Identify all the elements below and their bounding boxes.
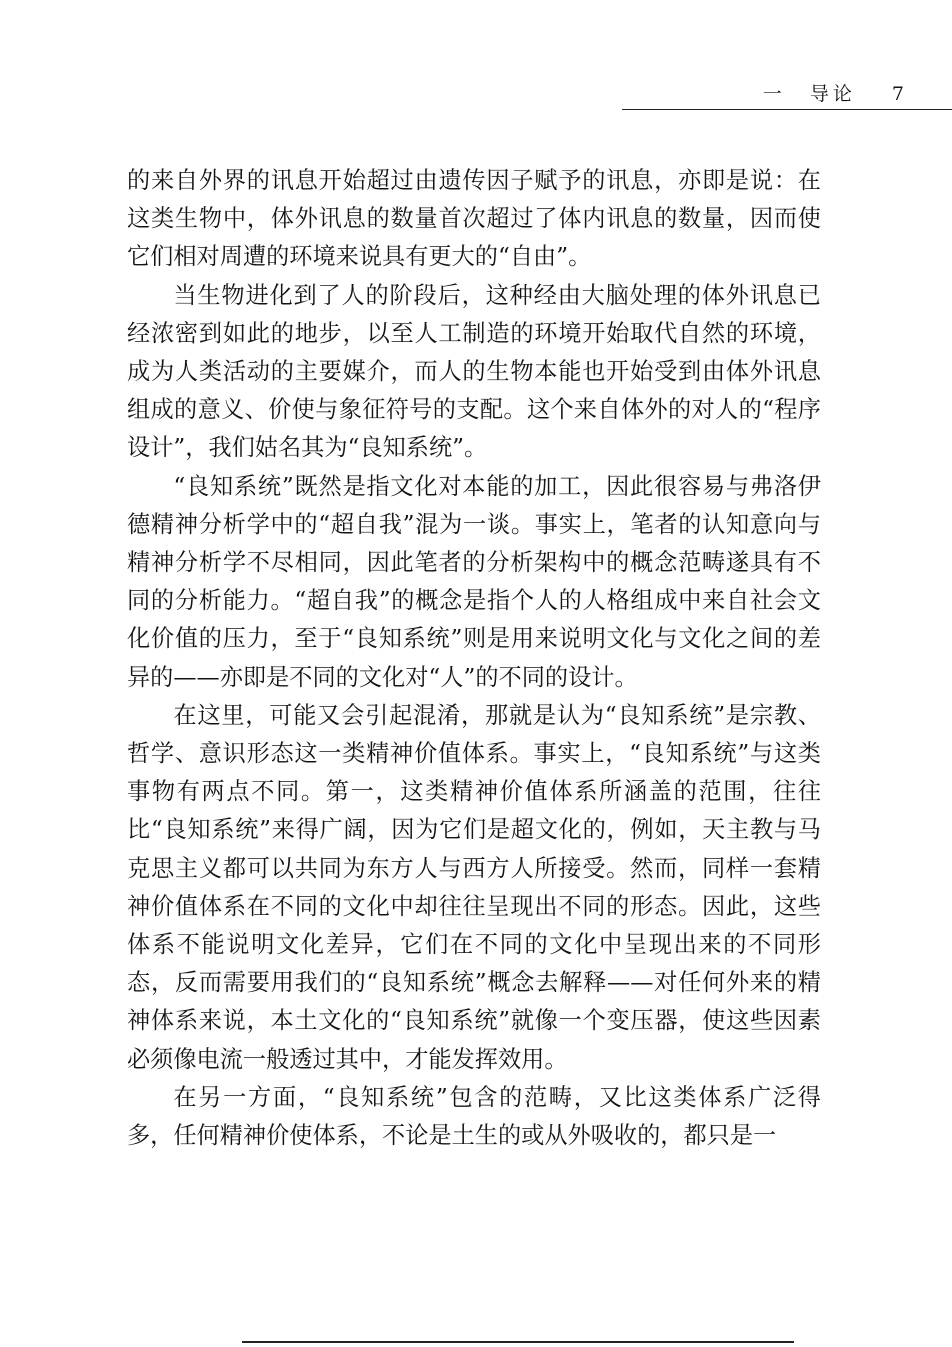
header-rule: [622, 109, 952, 110]
paragraph: 当生物进化到了人的阶段后，这种经由大脑处理的体外讯息已经浓密到如此的地步，以至人工制造的环境开始取代自然的环境，成为人类活动的主要媒介，而人的生物本能也开始受到由体外讯息组成的意义、价使与象征符号的支配。这个来自体外的对人的“程序设计”，我们姑名其为“良知系统”。: [127, 281, 821, 462]
bottom-rule: [242, 1341, 794, 1343]
chapter-dash: 一: [762, 83, 786, 105]
page-number: 7: [891, 83, 908, 105]
paragraph-continued: 的来自外界的讯息开始超过由遗传因子赋予的讯息，亦即是说：在这类生物中，体外讯息的数量首次超过了体内讯息的数量，因而使它们相对周遭的环境来说具有更大的“自由”。: [127, 167, 821, 271]
body-text: [127, 162, 821, 1155]
paragraph: 在这里，可能又会引起混淆，那就是认为“良知系统”是宗教、哲学、意识形态这一类精神价值体系。事实上，“良知系统”与这类事物有两点不同。第一，这类精神价值体系所涵盖的范围，往往比“良知系统”来得广阔，因为它们是超文化的，例如，天主教与马克思主义都可以共同为东方人与西方人所接受。然而，同样一套精神价值体系在不同的文化中却往往呈现出不同的形态。因此，这些体系不能说明文化差异，它们在不同的文化中呈现出来的不同形态，反而需要用我们的“良知系统”概念去解释——对任何外来的精神体系来说，本土文化的“良知系统”就像一个变压器，使这些因素必须像电流一般透过其中，才能发挥效用。: [127, 701, 821, 1073]
chapter-title: 导论: [809, 83, 856, 105]
paragraph: “良知系统”既然是指文化对本能的加工，因此很容易与弗洛伊德精神分析学中的“超自我”混为一谈。事实上，笔者的认知意向与精神分析学不尽相同，因此笔者的分析架构中的概念范畴遂具有不同的分析能力。“超自我”的概念是指个人的人格组成中来自社会文化价值的压力，至于“良知系统”则是用来说明文化与文化之间的差异的——亦即是不同的文化对“人”的不同的设计。: [127, 472, 821, 691]
running-header: [763, 82, 908, 106]
paragraph: 在另一方面，“良知系统”包含的范畴，又比这类体系广泛得多，任何精神价使体系，不论是土生的或从外吸收的，都只是一: [127, 1083, 821, 1150]
